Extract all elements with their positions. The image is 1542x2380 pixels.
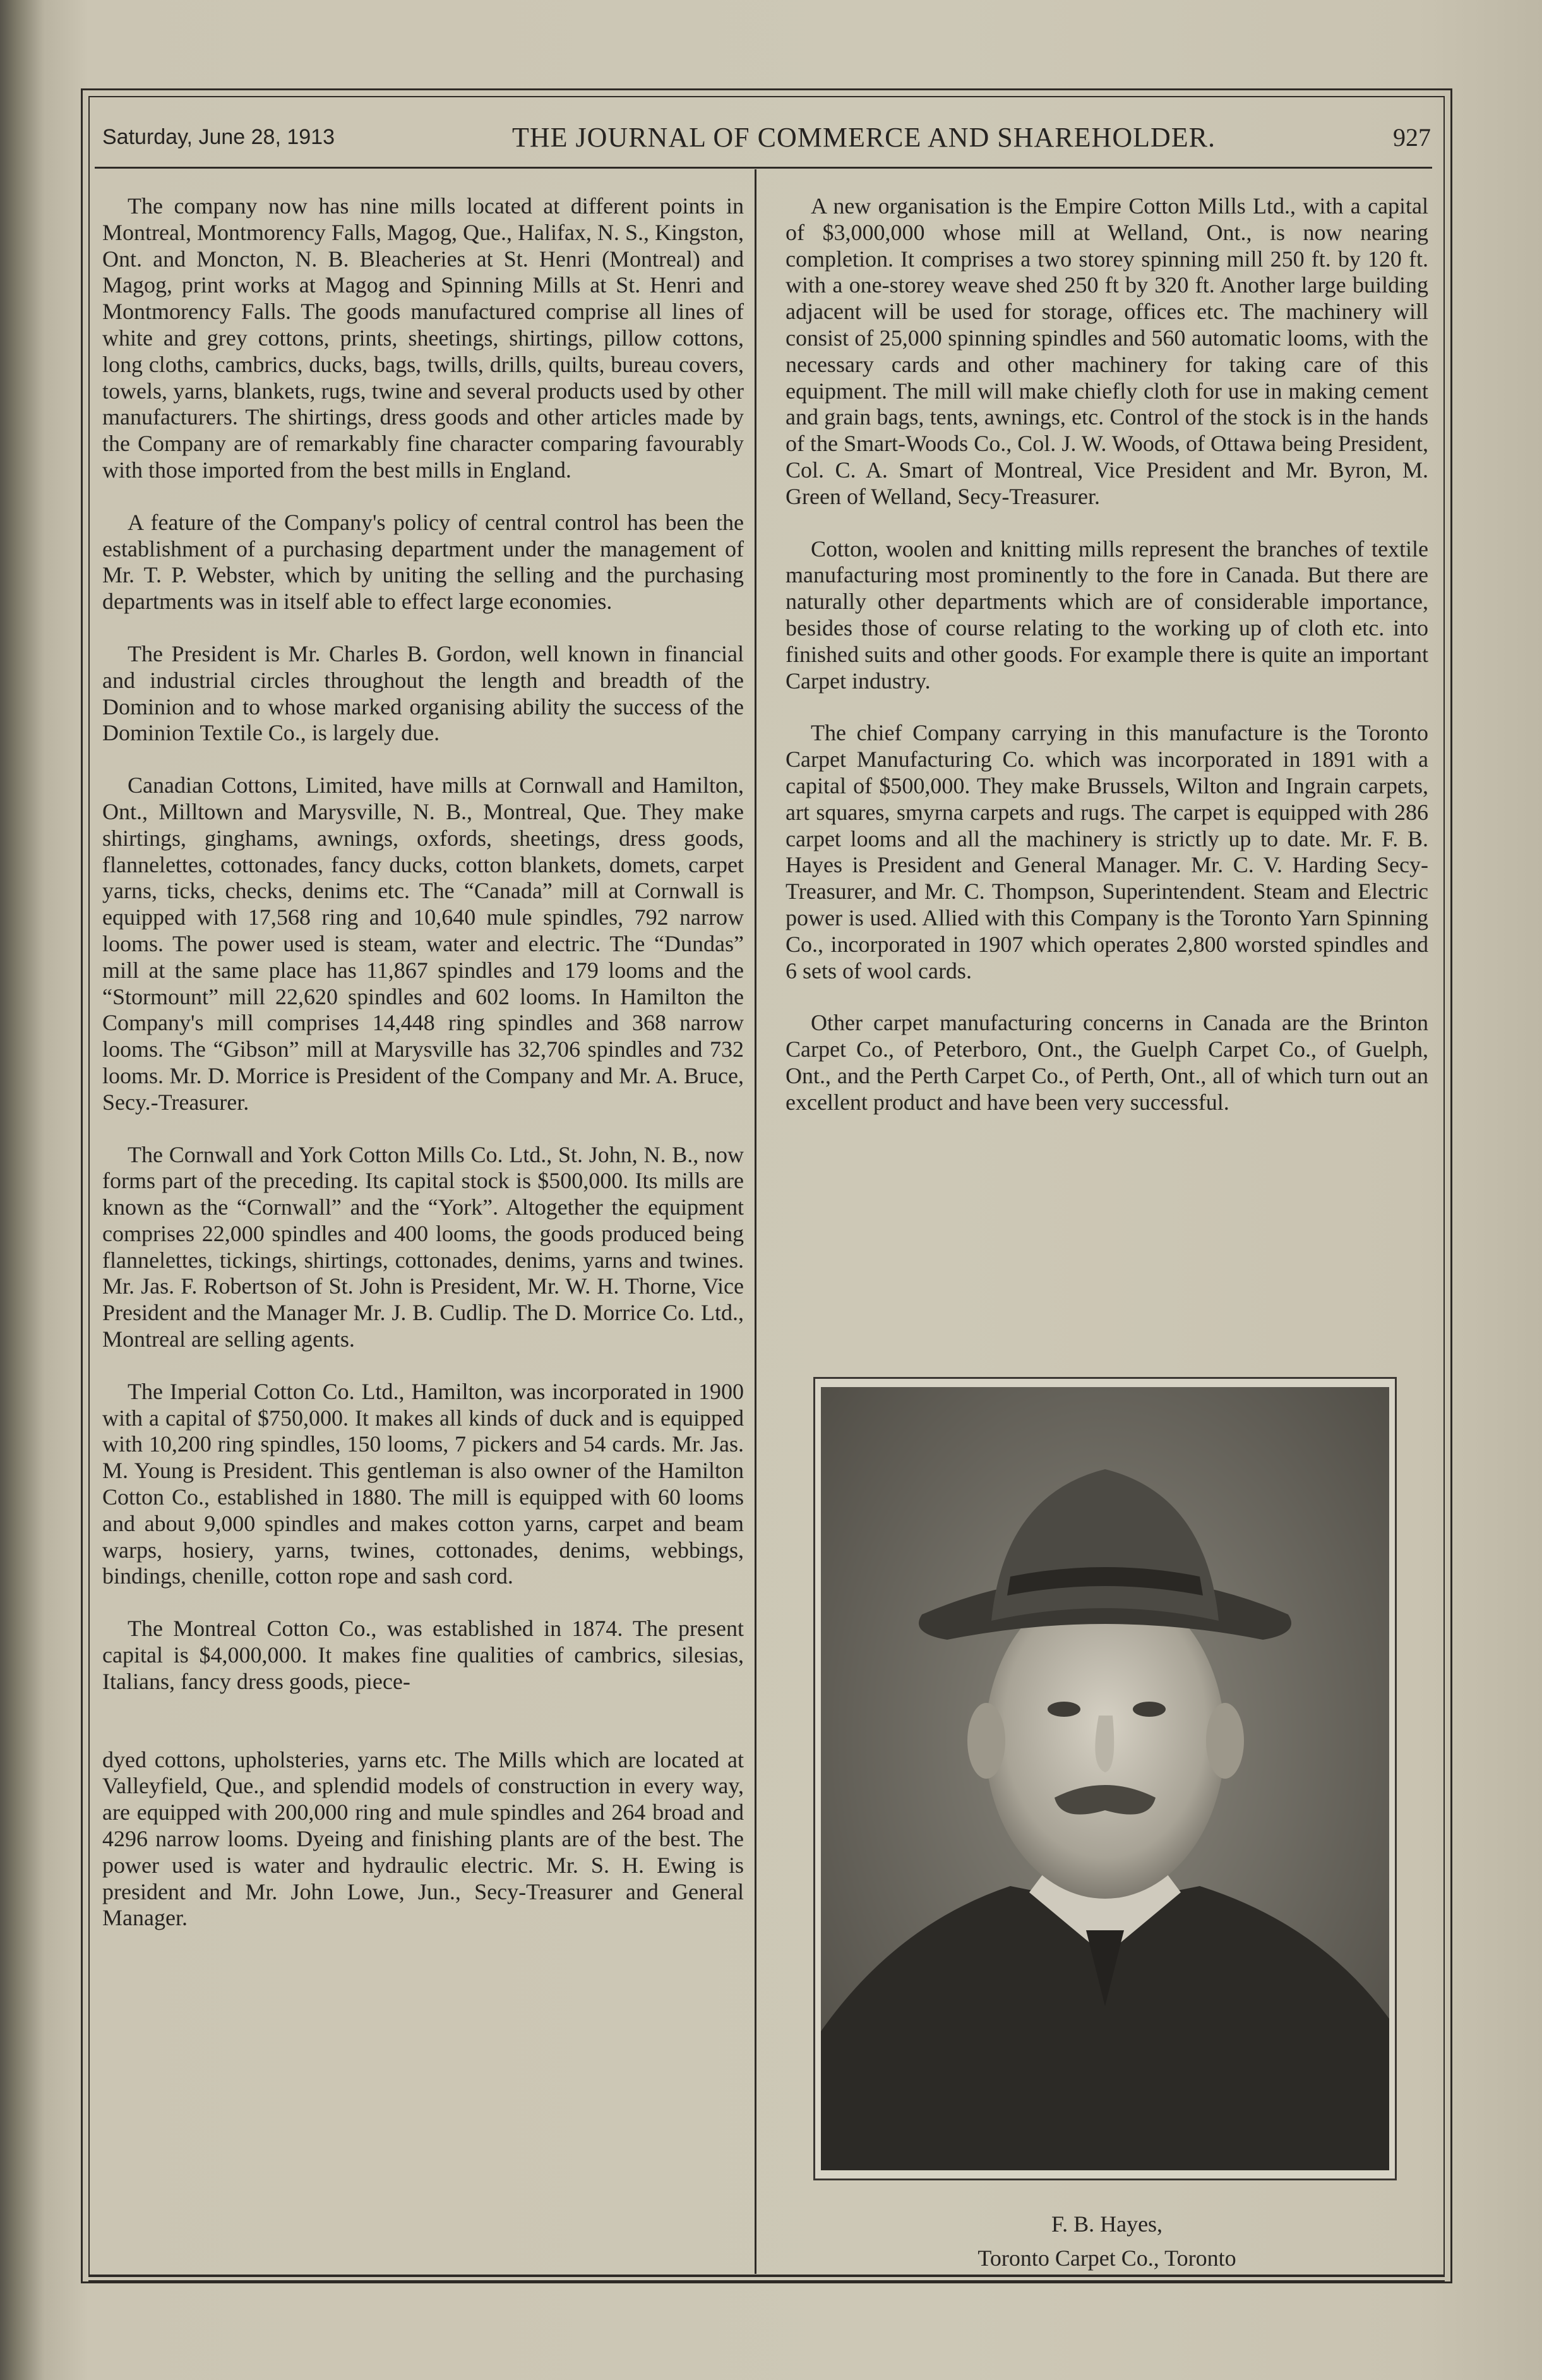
publication-title: THE JOURNAL OF COMMERCE AND SHAREHOLDER. [512, 121, 1216, 153]
paragraph-cornwall-york: The Cornwall and York Cotton Mills Co. Ltd., St. John, N. B., now forms part of the preceding. Its capital stock is $500,000. Its mills are known as the “Cornwall” and the “York”. Altogether the equipment comprises 22,000 spindles and 400 looms, the goods produced being flannelettes, tickings, shirtings, cottonades, denims, yarns and twines. Mr. Jas. F. Robertson of St. John is President, Mr. W. H. Thorne, Vice President and the Manager Mr. J. B. Cudlip. The D. Morrice Co. Ltd., Montreal are selling agents. [102, 1141, 744, 1352]
caption-company: Toronto Carpet Co., Toronto [977, 2245, 1236, 2271]
paragraph-president-gordon: The President is Mr. Charles B. Gordon, well known in financial and industrial circles throughout the length and breadth of the Dominion and to whose marked organising ability the success of the Dominion Textile Co., is largely due. [102, 640, 744, 746]
paragraph-montreal-cotton: The Montreal Cotton Co., was established in 1874. The present capital is $4,000,000. It makes fine qualities of cambrics, silesias, Italians, fancy dress goods, piece- [102, 1616, 744, 1694]
paragraph-other-carpet: Other carpet manufacturing concerns in Canada are the Brinton Carpet Co., of Peterboro, Ont., the Guelph Carpet Co., of Guelph, Ont., and the Perth Carpet Co., of Perth, Ont., all of which turn out an excellent product and have been very successful. [786, 1010, 1428, 1115]
portrait-photo [821, 1387, 1389, 2170]
portrait-caption [786, 2207, 1428, 2275]
paragraph-canadian-cottons: Canadian Cottons, Limited, have mills at Cornwall and Hamilton, Ont., Milltown and Marysville, N. B., Montreal, Que. They make shirtings, ginghams, awnings, oxfords, sheetings, dress goods, flannelettes, cottonades, fancy ducks, cotton blankets, domets, carpet yarns, ticks, checks, denims etc. The “Canada” mill at Cornwall is equipped with 17,568 ring and 10,640 mule spindles, 792 narrow looms. The power used is steam, water and electric. The “Dundas” mill at the same place has 11,867 spindles and 179 looms and the “Stormount” mill 22,620 spindles and 602 looms. In Hamilton the Company's mill comprises 14,448 ring spindles and 368 narrow looms. The “Gibson” mill at Marysville has 32,706 spindles and 732 looms. Mr. D. Morrice is President of the Company and Mr. A. Bruce, Secy.-Treasurer. [102, 772, 744, 1115]
paragraph-central-control: A feature of the Company's policy of central control has been the establishment of a purchasing department under the management of Mr. T. P. Webster, which by uniting the selling and the purchasing departments was in itself able to effect large economies. [102, 509, 744, 615]
paragraph-montreal-cotton-continued: dyed cottons, upholsteries, yarns etc. The Mills which are located at Valleyfield, Que., and splendid models of construction in every way, are equipped with 200,000 ring and mule spindles and 264 broad and 4296 narrow looms. Dyeing and finishing plants are of the best. The power used is water and hydraulic electric. Mr. S. H. Ewing is president and Mr. John Lowe, Jun., Secy-Treasurer and General Manager. [102, 1746, 744, 1931]
page-header [102, 115, 1431, 159]
paragraph-textile-branches: Cotton, woolen and knitting mills represent the branches of textile manufacturing most prominently to the fore in Canada. But there are naturally other departments which are of considerable importance, besides those of course relating to the working up of cloth etc. into finished suits and other goods. For example there is quite an important Carpet industry. [786, 536, 1428, 694]
paragraph-dominion-textile-mills: The company now has nine mills located at different points in Montreal, Montmorency Falls, Magog, Que., Halifax, N. S., Kingston, Ont. and Moncton, N. B. Bleacheries at St. Henri (Montreal) and Magog, print works at Magog and Spinning Mills at St. Henri and Montmorency Falls. The goods manufactured comprise all lines of white and grey cottons, prints, sheetings, shirtings, pillow cottons, long cloths, cambrics, ducks, bags, twills, drills, quilts, bureau covers, towels, yarns, blankets, rugs, twine and several products used by other manufacturers. The shirtings, dress goods and other articles made by the Company are of remarkably fine character comparing favourably with those imported from the best mills in England. [102, 193, 744, 483]
caption-name: F. B. Hayes, [1051, 2211, 1163, 2237]
header-date: Saturday, June 28, 1913 [102, 124, 335, 149]
bottom-rule [88, 2276, 1445, 2282]
header-rule [95, 167, 1432, 169]
column-divider [755, 169, 756, 2274]
paragraph-empire-cotton: A new organisation is the Empire Cotton Mills Ltd., with a capital of $3,000,000 whose mill at Welland, Ont., is now nearing completion. It comprises a two storey spinning mill 250 ft. by 120 ft. with a one-storey weave shed 250 ft by 320 ft. Another large building adjacent will be used for storage, offices etc. The machinery will consist of 25,000 spinning spindles and 560 automatic looms, with the necessary cards and other machinery for taking care of this equipment. The mill will make chiefly cloth for use in making cement and grain bags, tents, awnings, etc. Control of the stock is in the hands of the Smart-Woods Co., Col. J. W. Woods, of Ottawa being President, Col. C. A. Smart of Montreal, Vice President and Mr. Byron, M. Green of Welland, Secy-Treasurer. [786, 193, 1428, 509]
right-column [786, 193, 1428, 1142]
paragraph-imperial-cotton: The Imperial Cotton Co. Ltd., Hamilton, was incorporated in 1900 with a capital of $750,000. It makes all kinds of duck and is equipped with 10,200 ring spindles, 150 looms, 7 pickers and 54 cards. Mr. Jas. M. Young is President. This gentleman is also owner of the Hamilton Cotton Co., established in 1880. The mill is equipped with 60 looms and about 9,000 spindles and makes cotton yarns, carpet and beam warps, hosiery, yarns, twines, cottonades, denims, webbings, bindings, chenille, cotton rope and sash cord. [102, 1378, 744, 1589]
left-column [102, 193, 744, 1957]
paragraph-toronto-carpet: The chief Company carrying in this manufacture is the Toronto Carpet Manufacturing Co. which was incorporated in 1891 with a capital of $500,000. They make Brussels, Wilton and Ingrain carpets, art squares, smyrna carpets and rugs. The carpet is equipped with 286 carpet looms and all the machinery is strictly up to date. Mr. F. B. Hayes is President and General Manager. Mr. C. V. Harding Secy-Treasurer, and Mr. C. Thompson, Superintendent. Steam and Electric power is used. Allied with this Company is the Toronto Yarn Spinning Co., incorporated in 1907 which operates 2,800 worsted spindles and 6 sets of wool cards. [786, 720, 1428, 983]
page-number: 927 [1393, 123, 1431, 152]
portrait-illustration [821, 1387, 1389, 2170]
